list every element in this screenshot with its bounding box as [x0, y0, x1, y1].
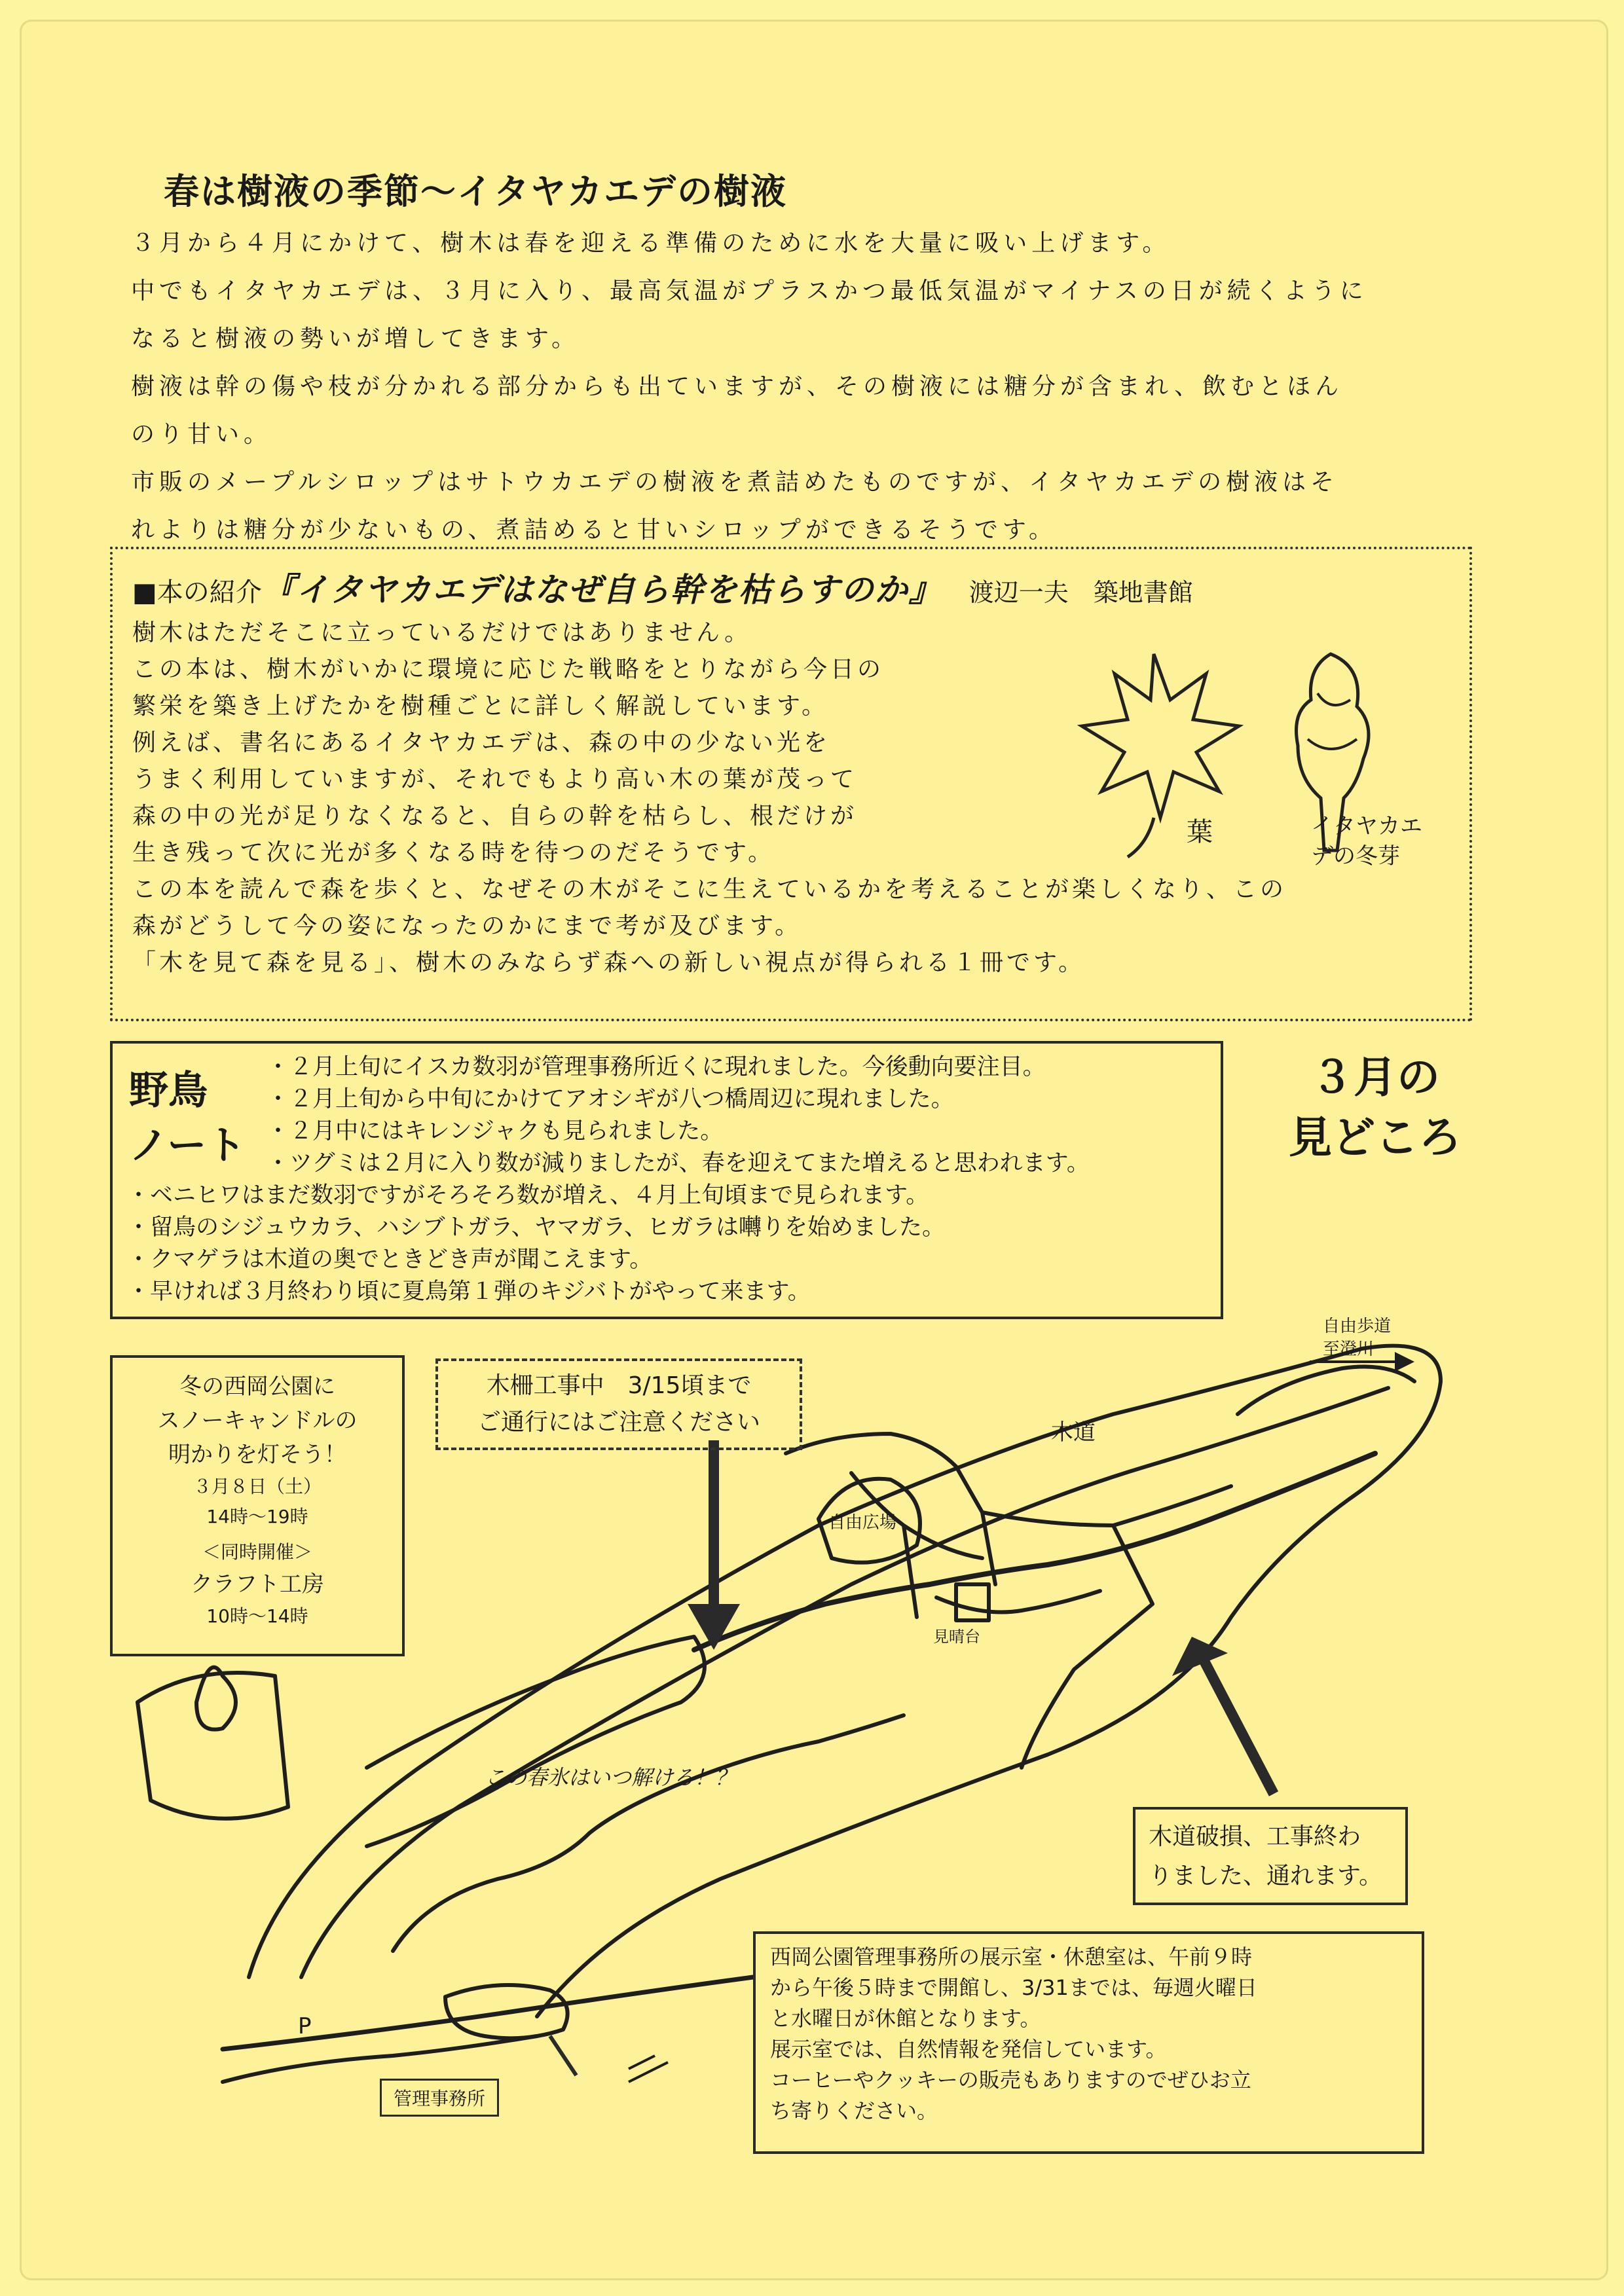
broken-line-1: 木道破損、工事終わ	[1149, 1823, 1361, 1850]
book-line: うまく利用していますが、それでもより高い木の葉が茂って	[132, 766, 858, 793]
office-line: コーヒーやクッキーの販売もありますのでぜひお立	[770, 2068, 1251, 2092]
book-line: 「木を見て森を見る」、樹木のみならず森への新しい視点が得られる１冊です。	[132, 949, 1086, 976]
march-heading-line-1: ３月の	[1310, 1052, 1440, 1102]
lookout-label: 見晴台	[933, 1628, 980, 1646]
fence-line-1: 木柵工事中 3/15頃まで	[486, 1372, 752, 1399]
bird-note: ・留鳥のシジュウカラ、ハシブトガラ、ヤマガラ、ヒガラは囀りを始めました。	[127, 1214, 945, 1241]
book-line: 繁栄を築き上げたかを樹種ごとに詳しく解説しています。	[132, 693, 829, 720]
sap-line: れよりは糖分が少ないもの、煮詰めると甘いシロップができるそうです。	[131, 517, 1057, 543]
office-line: ち寄りください。	[770, 2098, 938, 2123]
river-path	[694, 1453, 1375, 1650]
bird-note: ・ベニヒワはまだ数羽ですがそろそろ数が増え、４月上旬頃まで見られます。	[127, 1182, 929, 1209]
book-line: 樹木はただそこに立っているだけではありません。	[132, 619, 752, 646]
book-line: 生き残って次に光が多くなる時を待つのだそうです。	[132, 839, 775, 866]
office-label: 管理事務所	[380, 2079, 499, 2117]
bird-notes-label-2: ノート	[129, 1123, 246, 1169]
fence-line-2: ご通行にはご注意ください	[477, 1409, 760, 1436]
book-line: この本は、樹木がいかに環境に応じた戦略をとりながら今日の	[132, 656, 885, 683]
sap-line: のり甘い。	[131, 421, 272, 448]
candle-illustration	[138, 1667, 288, 1819]
snow-sub-head: ＜同時開催＞	[202, 1541, 312, 1563]
snow-sub-event: クラフト工房	[191, 1571, 324, 1597]
book-line: 森がどうして今の姿になったのかにまで考が及びます。	[132, 913, 802, 939]
book-author: 渡辺一夫 築地書館	[969, 578, 1193, 607]
snow-line-3: 明かりを灯そう！	[168, 1442, 346, 1468]
fence-construction-notice	[435, 1358, 802, 1450]
sap-line: ３月から４月にかけて、樹木は春を迎える準備のために水を大量に吸い上げます。	[131, 230, 1171, 257]
bird-note: ・２月上旬にイスカ数羽が管理事務所近くに現れました。今後動向要注目。	[267, 1054, 1046, 1080]
to-sumikawa-label: 至澄川	[1323, 1339, 1375, 1359]
office-line: 西岡公園管理事務所の展示室・休憩室は、午前９時	[770, 1944, 1253, 1969]
office-info-box	[753, 1931, 1424, 2154]
snow-candle-event-box	[110, 1355, 405, 1656]
book-title: 『イタヤカエデはなぜ自ら幹を枯らすのか』	[261, 571, 943, 609]
pond-shore	[367, 1637, 705, 1846]
bud-label: イタヤカエデの冬芽	[1311, 813, 1422, 869]
book-line: この本を読んで森を歩くと、なぜその木がそこに生えているかを考えることが楽しくなり、この	[132, 876, 1287, 903]
march-heading-line-2: 見どころ	[1289, 1112, 1462, 1163]
park-outline-outer	[249, 1346, 1441, 2016]
snow-line-1: 冬の西岡公園に	[179, 1374, 335, 1400]
arrow-to-boardwalk	[1198, 1650, 1274, 1794]
free-trail-label: 自由歩道	[1323, 1317, 1392, 1336]
route-north	[786, 1434, 982, 1512]
bird-note: ・２月中にはキレンジャクも見られました。	[267, 1118, 724, 1144]
snow-date: ３月８日（土）	[193, 1476, 322, 1497]
leaf-label: 葉	[1187, 817, 1213, 847]
lookout-building	[956, 1584, 989, 1620]
sap-line: なると樹液の勢いが増してきます。	[131, 325, 580, 352]
sap-title: 春は樹液の季節～イタヤカエデの樹液	[164, 171, 787, 212]
bird-note: ・２月上旬から中旬にかけてアオシギが八つ橋周辺に現れました。	[267, 1086, 954, 1112]
boardwalk-label: 木道	[1051, 1419, 1096, 1446]
office-line: から午後５時まで開館し、3/31までは、毎週火曜日	[770, 1975, 1257, 2000]
plaza-label: 自由広場	[828, 1513, 897, 1533]
snow-time: 14時～19時	[206, 1506, 308, 1527]
bird-note: ・クマゲラは木道の奥でときどき声が聞こえます。	[127, 1247, 653, 1273]
boardwalk-repaired-notice	[1133, 1807, 1408, 1905]
office-line: と水曜日が休館となります。	[770, 2006, 1041, 2031]
parking-label: P	[298, 2013, 312, 2039]
book-line: 森の中の光が足りなくなると、自らの幹を枯らし、根だけが	[132, 803, 858, 829]
office-line: 展示室では、自然情報を発信しています。	[770, 2037, 1167, 2062]
ice-caption: この春氷はいつ解ける！？	[485, 1765, 737, 1790]
sap-line: 樹液は幹の傷や枝が分かれる部分からも出ていますが、その樹液には糖分が含まれ、飲むとほん	[131, 373, 1344, 400]
book-label: ■本の紹介	[132, 577, 262, 608]
bird-note: ・早ければ３月終わり頃に夏鳥第１弾のキジバトがやって来ます。	[127, 1279, 811, 1305]
arrow-to-office	[550, 2036, 576, 2075]
snow-sub-time: 10時～14時	[206, 1605, 308, 1627]
snow-line-2: スノーキャンドルの	[157, 1408, 358, 1434]
book-line: 例えば、書名にあるイタヤカエデは、森の中の少ない光を	[132, 729, 831, 756]
north-arrow-icon	[629, 2056, 668, 2082]
sap-line: 市販のメープルシロップはサトウカエデの樹液を煮詰めたものですが、イタヤカエデの樹液はそ	[131, 469, 1339, 496]
bird-note: ・ツグミは２月に入り数が減りましたが、春を迎えてまた増えると思われます。	[267, 1150, 1090, 1176]
bird-notes-label-1: 野鳥	[129, 1068, 208, 1114]
broken-line-2: りました、通れます。	[1149, 1863, 1383, 1889]
sap-line: 中でもイタヤカエデは、３月に入り、最高気温がプラスかつ最低気温がマイナスの日が続くように	[131, 278, 1368, 304]
